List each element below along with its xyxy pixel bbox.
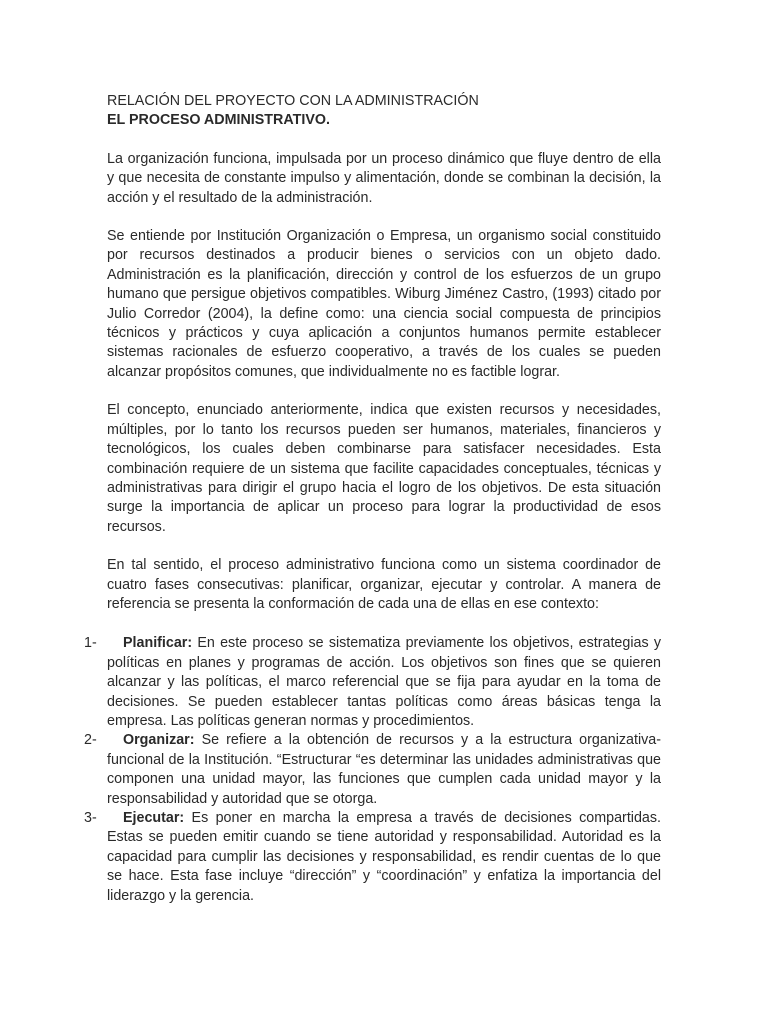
list-item-number: 2- [84,732,97,749]
document-heading: RELACIÓN DEL PROYECTO CON LA ADMINISTRACIÓN [107,93,479,109]
list-item-title: Ejecutar: [123,810,185,826]
list-item [84,809,661,906]
list-item-number: 3- [84,810,97,826]
list-item-text: En este proceso se sistematiza previamente los objetivos, estrategias y políticas en planes y programas de acción. Los objetivos son fines que se quieren alcanzar y las políticas, el marco referencial que se fija para ayudar en la toma de decisiones. Se pueden establecer tantas políticas como áreas básicas tenga la empresa. Las políticas generan normas y procedimientos. [107,635,661,729]
document-page [84,92,661,906]
list-item-title: Planificar: [123,635,193,652]
paragraph-1: La organización funciona, impulsada por un proceso dinámico que fluye dentro de ella y que necesita de constante impulso y alimentación, donde se combinan la decisión, la acción y el resultado de la administración. [107,150,661,206]
section-title: EL PROCESO ADMINISTRATIVO. [107,112,330,129]
paragraph-4: En tal sentido, el proceso administrativo funciona como un sistema coordinador de cuatro fases consecutivas: planificar, organizar, ejecutar y controlar. A manera de referencia se presenta la conformación de cada una de ellas en ese contexto: [107,557,661,612]
paragraph-2: Se entiende por Institución Organización o Empresa, un organismo social constituido por recursos destinados a producir bienes o servicios con un objeto dado. Administración es la planificación, dirección y control de los esfuerzos de un grupo humano que persigue objetivos compatibles. Wiburg Jiménez Castro, (1993) citado por Julio Corredor (2004), la define como: una ciencia social compuesta de principios técnicos y prácticos y cuya aplicación a conjuntos humanos permite establecer sistemas racionales de esfuerzo cooperativo, a través de los cuales se pueden alcanzar propósitos comunes, que individualmente no es factible lograr. [107,228,661,380]
list-item-text: Es poner en marcha la empresa a través de decisiones compartidas. Estas se pueden emitir cuando se tiene autoridad y responsabilidad. Autoridad es la capacidad para cumplir las decisiones y responsabilidad, es rendir cuentas de lo que se hace. Esta fase incluye “dirección” y “coordinación” y enfatiza la importancia del liderazgo y la gerencia. [107,810,661,904]
list-item-title: Organizar: [123,732,195,749]
paragraph-3: El concepto, enunciado anteriormente, indica que existen recursos y necesidades, múltiples, por lo tanto los recursos pueden ser humanos, materiales, financieros y tecnológicos, los cuales deben combinarse para satisfacer necesidades. Esta combinación requiere de un sistema que facilite capacidades conceptuales, técnicas y administrativas para dirigir el grupo hacia el logro de los objetivos. De esta situación surge la importancia de aplicar un proceso para lograr la productividad de esos recursos. [107,402,661,535]
list-item-text: Se refiere a la obtención de recursos y a la estructura organizativa-funcional de la Institución. “Estructurar “es determinar las unidades administrativas que componen una unidad mayor, las funciones que cumplen cada unidad mayor y la responsabilidad y autoridad que se otorga. [107,732,661,807]
list-item [84,634,661,731]
list-item [84,731,661,809]
phase-list [84,634,661,906]
list-item-number: 1- [84,635,97,652]
